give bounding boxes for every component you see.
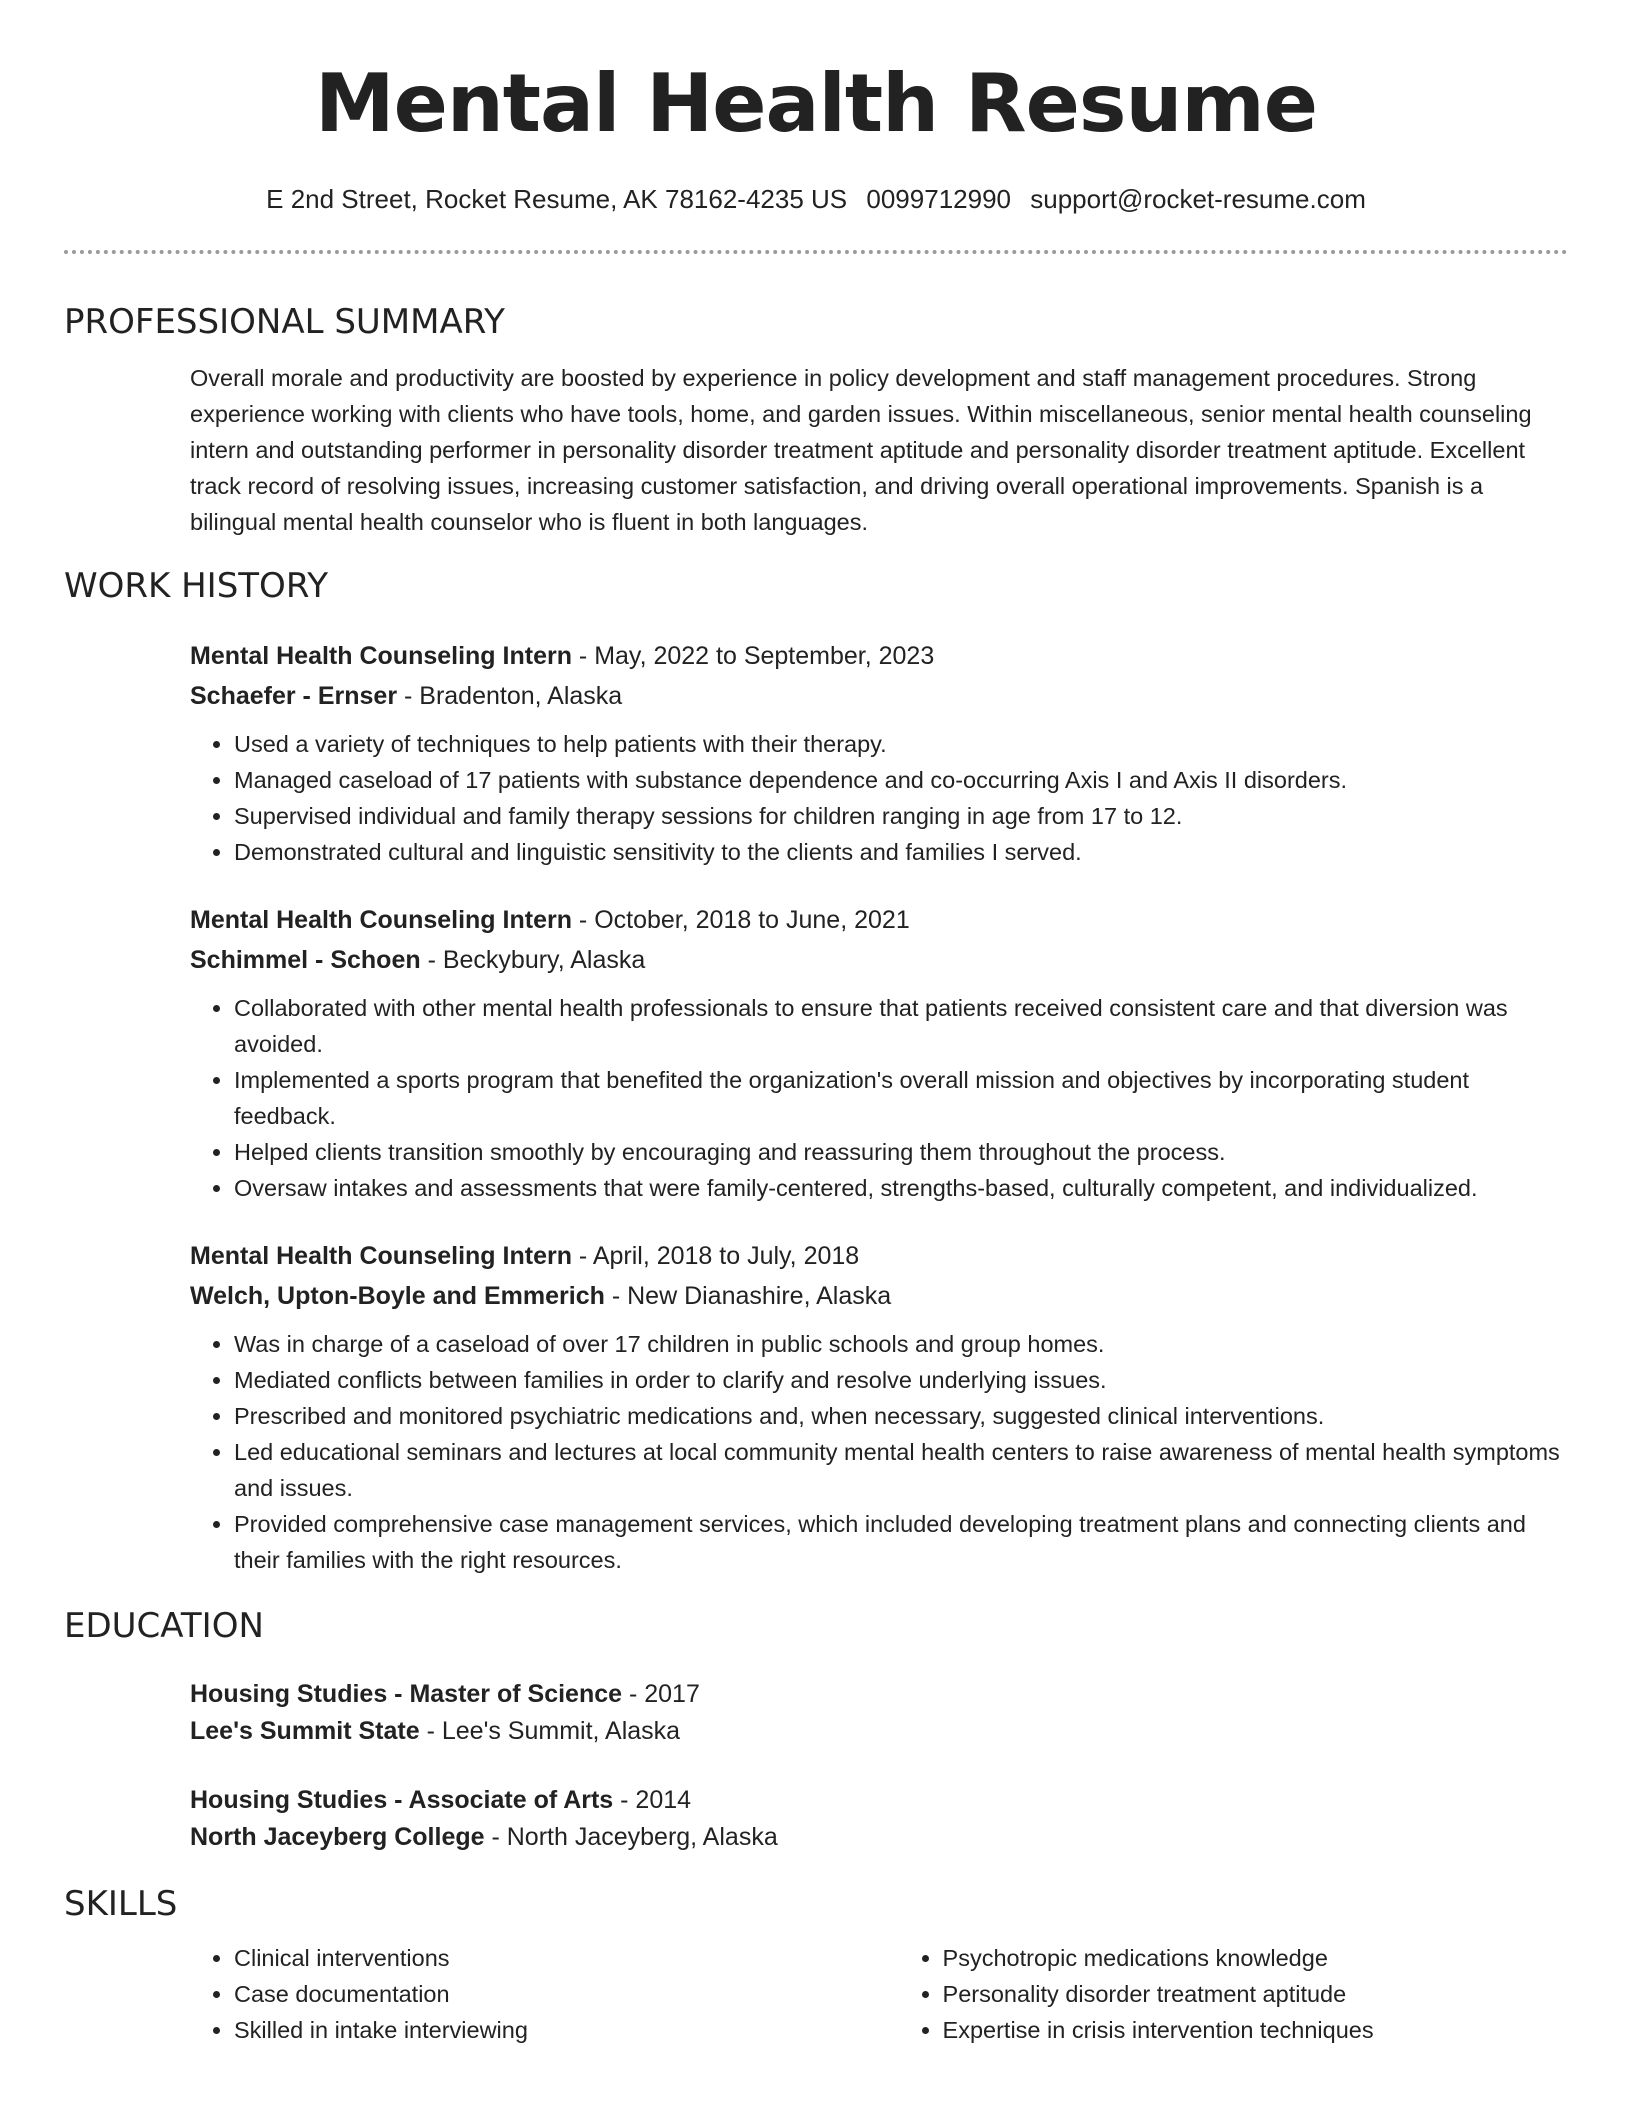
education-degree: Housing Studies - Master of Science: [190, 1680, 623, 1708]
summary-text: Overall morale and productivity are boosted by experience in policy development and staff management procedures. Strong experience working with clients who have tools, home, and garden issues. Within miscellaneous, senior mental health counseling intern and outstanding performer in personality disorder treatment aptitude and personality disorder treatment aptitude. Excellent track record of resolving issues, increasing customer satisfaction, and driving overall operational improvements. Spanish is a bilingual mental health counselor who is fluent in both languages.: [190, 365, 1532, 535]
job-dates: - October, 2018 to June, 2021: [571, 906, 910, 934]
job-company: Welch, Upton-Boyle and Emmerich: [190, 1282, 605, 1310]
job-bullet: • Supervised individual and family therapy sessions for children ranging in age from 17 to 12.: [234, 798, 1568, 834]
job-bullets: [190, 726, 1568, 870]
job-bullet: • Used a variety of techniques to help patients with their therapy.: [234, 726, 1568, 762]
education-location: - North Jaceyberg, Alaska: [484, 1823, 778, 1851]
job-bullet: • Prescribed and monitored psychiatric medications and, when necessary, suggested clinical interventions.: [234, 1398, 1568, 1434]
job-bullet: • Managed caseload of 17 patients with substance dependence and co-occurring Axis I and Axis II disorders.: [234, 762, 1568, 798]
education-entry: [190, 1676, 1568, 1750]
job-bullets: [190, 1326, 1568, 1578]
skills-grid: [190, 1940, 1568, 2048]
job-role: Mental Health Counseling Intern: [190, 906, 572, 934]
work-history-list: [64, 636, 1568, 1578]
skill-item: • Personality disorder treatment aptitude: [943, 1976, 1568, 2012]
contact-phone: 0099712990: [866, 184, 1011, 214]
education-year: - 2014: [613, 1786, 692, 1814]
job-entry: [190, 1236, 1568, 1578]
job-bullet: • Oversaw intakes and assessments that were family-centered, strengths-based, culturally competent, and individualized.: [234, 1170, 1568, 1206]
job-location: - New Dianashire, Alaska: [604, 1282, 892, 1310]
skill-item: • Skilled in intake interviewing: [234, 2012, 899, 2048]
job-bullet: • Led educational seminars and lectures at local community mental health centers to raise awareness of mental health symptoms and issues.: [234, 1434, 1568, 1506]
job-bullets: [190, 990, 1568, 1206]
contact-address: E 2nd Street, Rocket Resume, AK 78162-4235 US: [266, 184, 848, 214]
education-school: Lee's Summit State: [190, 1717, 420, 1745]
job-location: - Beckybury, Alaska: [420, 946, 646, 974]
job-company: Schaefer - Ernser: [190, 682, 398, 710]
job-dates: - April, 2018 to July, 2018: [571, 1242, 860, 1270]
education-list: [64, 1676, 1568, 1856]
skill-item: • Expertise in crisis intervention techniques: [943, 2012, 1568, 2048]
skill-item: • Case documentation: [234, 1976, 899, 2012]
job-role: Mental Health Counseling Intern: [190, 642, 572, 670]
skills-column-left: [190, 1940, 899, 2048]
job-bullet: • Provided comprehensive case management services, which included developing treatment plans and connecting clients and their families with the right resources.: [234, 1506, 1568, 1578]
resume-title: Mental Health Resume: [314, 57, 1318, 150]
section-title-skills: SKILLS: [64, 1884, 178, 1924]
education-degree: Housing Studies - Associate of Arts: [190, 1786, 614, 1814]
section-title-work-history: WORK HISTORY: [64, 566, 329, 606]
job-bullet: • Demonstrated cultural and linguistic sensitivity to the clients and families I served.: [234, 834, 1568, 870]
education-year: - 2017: [622, 1680, 700, 1708]
job-bullet: • Collaborated with other mental health professionals to ensure that patients received consistent care and that diversion was avoided.: [234, 990, 1568, 1062]
job-role: Mental Health Counseling Intern: [190, 1242, 572, 1270]
job-entry: [190, 636, 1568, 870]
section-title-summary: PROFESSIONAL SUMMARY: [64, 302, 505, 342]
job-location: - Bradenton, Alaska: [397, 682, 623, 710]
job-dates: - May, 2022 to September, 2023: [571, 642, 935, 670]
job-bullet: • Was in charge of a caseload of over 17 children in public schools and group homes.: [234, 1326, 1568, 1362]
education-location: - Lee's Summit, Alaska: [419, 1717, 681, 1745]
skills-column-right: [899, 1940, 1568, 2048]
job-bullet: • Mediated conflicts between families in order to clarify and resolve underlying issues.: [234, 1362, 1568, 1398]
job-bullet: • Helped clients transition smoothly by encouraging and reassuring them throughout the process.: [234, 1134, 1568, 1170]
job-entry: [190, 900, 1568, 1206]
education-entry: [190, 1782, 1568, 1856]
header-divider: [64, 250, 1568, 254]
job-company: Schimmel - Schoen: [190, 946, 421, 974]
education-school: North Jaceyberg College: [190, 1823, 485, 1851]
skill-item: • Psychotropic medications knowledge: [943, 1940, 1568, 1976]
skill-item: • Clinical interventions: [234, 1940, 899, 1976]
job-bullet: • Implemented a sports program that benefited the organization's overall mission and objectives by incorporating student feedback.: [234, 1062, 1568, 1134]
contact-line: [64, 182, 1568, 216]
contact-email: support@rocket-resume.com: [1030, 184, 1366, 214]
section-title-education: EDUCATION: [64, 1606, 264, 1646]
